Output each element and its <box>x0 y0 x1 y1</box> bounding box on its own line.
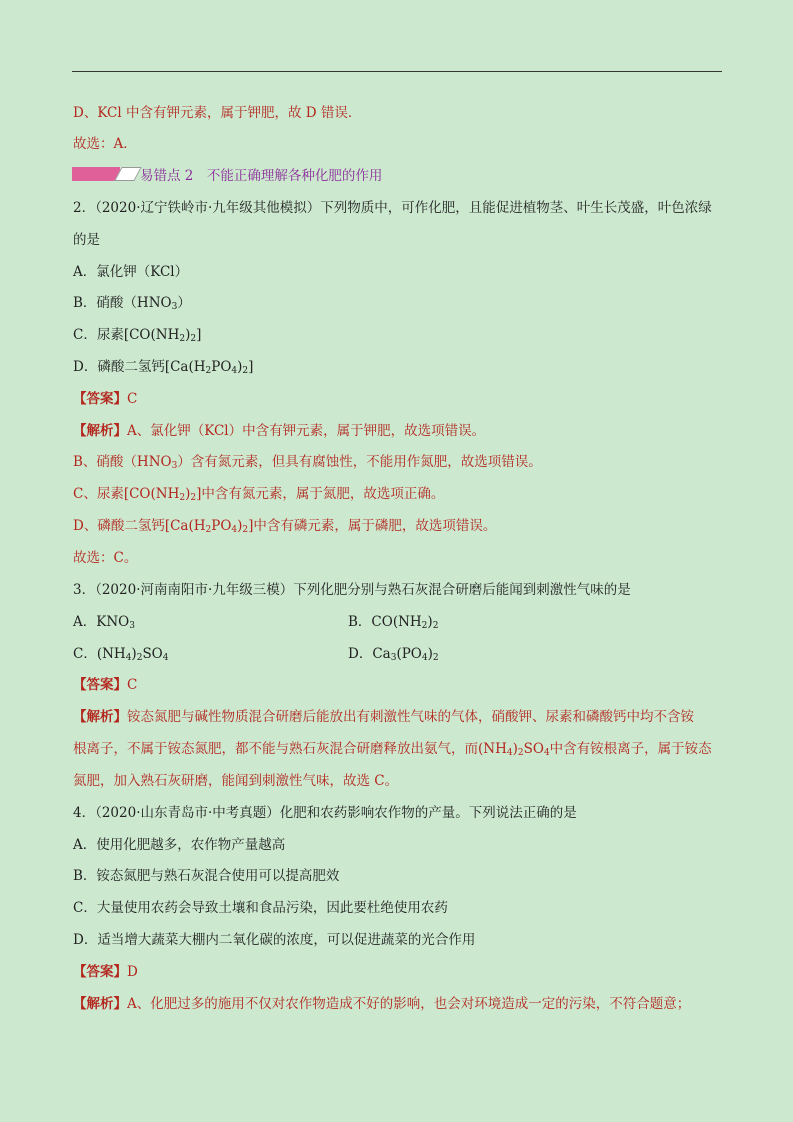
q4-answer: 【答案】D <box>73 964 138 980</box>
q3-option-a: A．$KNO_3$ <box>73 614 135 631</box>
option-d-conclusion: D、KCl 中含有钾元素，属于钾肥，故 D 错误． <box>73 105 362 121</box>
q2-analysis-b: B、硝酸$(HNO_3)$含有氮元素，但具有腐蚀性，不能用作氮肥，故选项错误。 <box>73 454 542 471</box>
q3-option-c: C．$(NH_4)_2SO_4$ <box>73 646 169 663</box>
q3-analysis-1: 【解析】铵态氮肥与碱性物质混合研磨后能放出有刺激性气味的气体，硝酸钾、尿素和磷酸钙中均不含铵 <box>73 709 694 725</box>
q4-option-c: C．大量使用农药会导致土壤和食品污染，因此要杜绝使用农药 <box>73 900 448 916</box>
q2-option-d: D．磷酸二氢钙$[Ca(H_2PO_4)_2]$ <box>73 359 254 376</box>
q4-option-a: A．使用化肥越多，农作物产量越高 <box>73 837 286 853</box>
section-banner <box>72 167 138 181</box>
banner-bar <box>72 167 120 181</box>
q2-stem: 2．（2020·辽宁铁岭市·九年级其他模拟）下列物质中，可作化肥，且能促进植物茎、叶生长茂盛，叶色浓绿 <box>73 200 712 216</box>
section-title: 易错点 2 不能正确理解各种化肥的作用 <box>140 168 383 184</box>
q3-stem: 3．（2020·河南南阳市·九年级三模）下列化肥分别与熟石灰混合研磨后能闻到刺激性气味的是 <box>73 582 631 598</box>
q2-stem-cont: 的是 <box>73 232 100 248</box>
q2-select: 故选：C。 <box>73 550 138 566</box>
q2-option-b: B．硝酸$(HNO_3)$ <box>73 295 191 312</box>
select-a: 故选：A． <box>73 136 137 152</box>
header-rule <box>72 71 722 72</box>
q3-option-d: D．$Ca_3(PO_4)_2$ <box>348 646 439 663</box>
q2-answer: 【答案】C <box>73 391 138 407</box>
q2-option-a: A．氯化钾（KCl） <box>73 264 189 280</box>
q3-analysis-3: 氮肥，加入熟石灰研磨，能闻到刺激性气味，故选 C。 <box>73 773 399 789</box>
q2-analysis-c: C、尿素$[CO(NH_2)_2]$中含有氮元素，属于氮肥，故选项正确。 <box>73 486 445 503</box>
q2-analysis-d: D、磷酸二氢钙$[Ca(H_2PO_4)_2]$中含有磷元素，属于磷肥，故选项错误。 <box>73 518 497 535</box>
q4-stem: 4．（2020·山东青岛市·中考真题）化肥和农药影响农作物的产量。下列说法正确的是 <box>73 805 577 821</box>
q3-answer: 【答案】C <box>73 677 138 693</box>
q2-option-c: C．尿素$[CO(NH_2)_2]$ <box>73 327 202 344</box>
q4-option-d: D．适当增大蔬菜大棚内二氧化碳的浓度，可以促进蔬菜的光合作用 <box>73 932 476 948</box>
q3-option-b: B．$CO(NH_2)_2$ <box>348 614 439 631</box>
q4-option-b: B．铵态氮肥与熟石灰混合使用可以提高肥效 <box>73 868 340 884</box>
q4-analysis-a: 【解析】A、化肥过多的施用不仅对农作物造成不好的影响，也会对环境造成一定的污染，不符合题意； <box>73 996 691 1012</box>
q3-analysis-2: 根离子，不属于铵态氮肥，都不能与熟石灰混合研磨释放出氨气，而$(NH_4)_2SO_4$中含有铵根离子，属于铵态 <box>73 741 712 758</box>
q2-analysis-a: 【解析】A、氯化钾（KCl）中含有钾元素，属于钾肥，故选项错误。 <box>73 423 486 439</box>
